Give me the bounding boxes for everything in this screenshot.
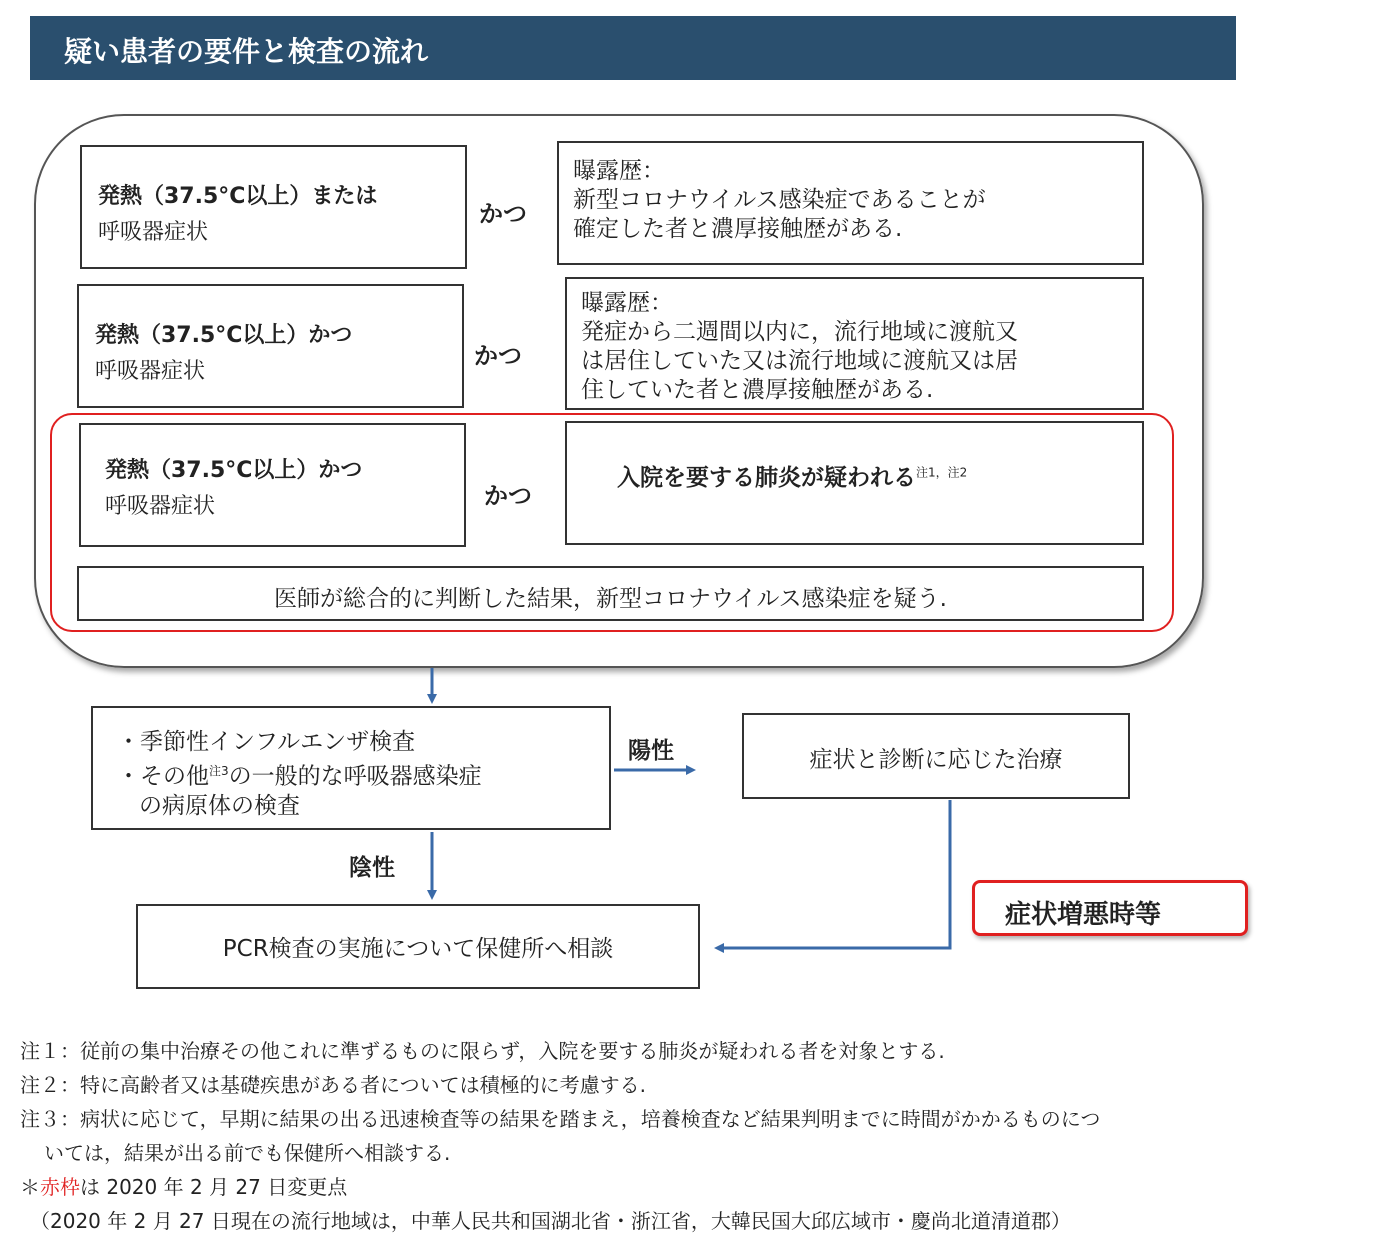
pneumonia-text: 入院を要する肺炎が疑われる	[617, 465, 916, 491]
exposure-2-line2: は居住していた又は流行地域に渡航又は居	[581, 348, 1018, 374]
note-3-line2: いては，結果が出る前でも保健所へ相談する.	[44, 1141, 451, 1165]
test-line2b: の一般的な呼吸器感染症	[228, 763, 482, 790]
arrow-worsening	[718, 800, 950, 948]
change-prefix: ＊	[20, 1175, 40, 1199]
test-note-ref: 注3	[209, 764, 229, 778]
connector-katsu-3: かつ	[484, 482, 532, 510]
condition-3-line1: 発熱（37.5°C以上）かつ	[105, 458, 363, 483]
exposure-1-title: 曝露歴：	[573, 158, 665, 184]
test-line1: ・季節性インフルエンザ検査	[117, 729, 416, 755]
change-red-word: 赤枠	[40, 1175, 80, 1199]
pneumonia-note-ref: 注1，注2	[916, 465, 968, 480]
exposure-1-line1: 新型コロナウイルス感染症であることが	[573, 187, 986, 213]
test-line3: の病原体の検査	[139, 792, 300, 819]
physician-judgement-text: 医師が総合的に判断した結果，新型コロナウイルス感染症を疑う.	[274, 586, 947, 612]
condition-1-line1: 発熱（37.5°C以上）または	[98, 184, 378, 209]
change-note	[20, 1170, 347, 1204]
condition-3-line2: 呼吸器症状	[105, 494, 216, 519]
exposure-1-line2: 確定した者と濃厚接触歴がある.	[573, 216, 903, 242]
note-2: 注２：特に高齢者又は基礎疾患がある者については積極的に考慮する.	[20, 1073, 646, 1097]
connector-katsu-1: かつ	[479, 200, 527, 228]
negative-label: 陰性	[349, 855, 395, 881]
note-3-line1: 注３：病状に応じて，早期に結果の出る迅速検査等の結果を踏まえ，培養検査など結果判明までに時間がかかるものにつ	[20, 1107, 1101, 1131]
condition-2-line1: 発熱（37.5°C以上）かつ	[95, 323, 353, 348]
exposure-2-title: 曝露歴：	[581, 290, 673, 316]
note-1: 注１：従前の集中治療その他これに準ずるものに限らず，入院を要する肺炎が疑われる者を対象とする.	[20, 1039, 945, 1063]
exposure-2-line1: 発症から二週間以内に，流行地域に渡航又	[581, 319, 1018, 345]
test-line2a: ・その他	[117, 763, 209, 790]
treatment-text: 症状と診断に応じた治療	[809, 747, 1063, 773]
exposure-2-line3: 住していた者と濃厚接触歴がある.	[581, 377, 934, 403]
positive-label: 陽性	[628, 738, 674, 764]
connector-katsu-2: かつ	[474, 342, 522, 370]
condition-2-line2: 呼吸器症状	[95, 359, 206, 384]
condition-1-line2: 呼吸器症状	[98, 220, 209, 245]
regions-note: （2020 年 2 月 27 日現在の流行地域は，中華人民共和国湖北省・浙江省，大韓民国大邱広域市・慶尚北道清道郡）	[30, 1209, 1071, 1233]
change-suffix: は 2020 年 2 月 27 日変更点	[80, 1175, 348, 1199]
page-title: 疑い患者の要件と検査の流れ	[30, 16, 1236, 80]
pcr-text: PCR検査の実施について保健所へ相談	[222, 936, 614, 962]
worsening-label: 症状増悪時等	[1005, 900, 1162, 930]
